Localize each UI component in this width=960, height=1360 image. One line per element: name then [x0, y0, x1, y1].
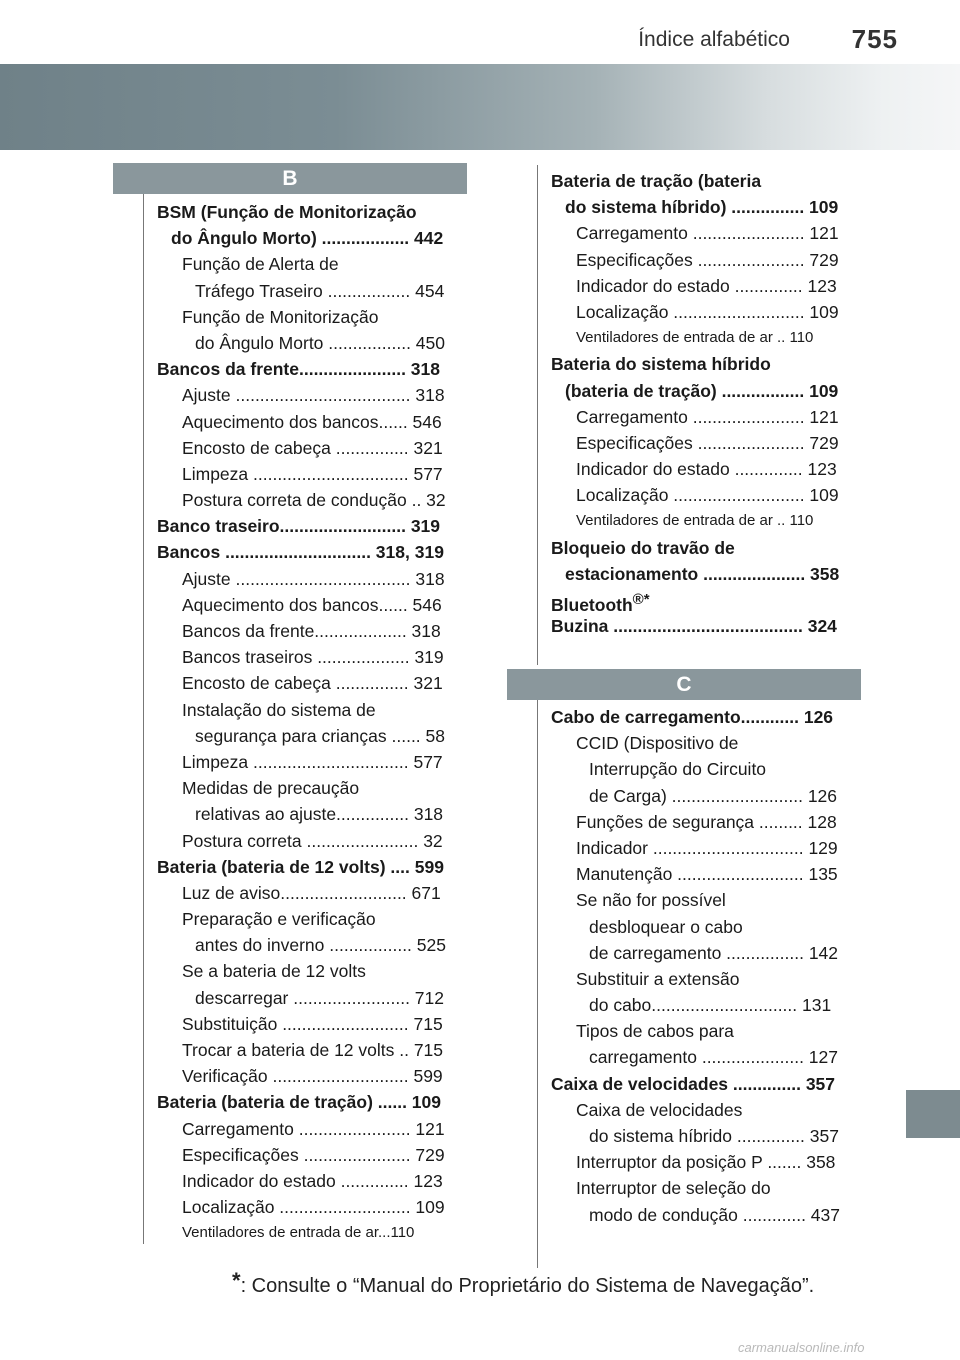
- index-subentry: Função de Monitorização: [182, 306, 379, 327]
- index-subentry: Instalação do sistema de: [182, 699, 376, 720]
- index-subentry: Caixa de velocidades: [576, 1099, 743, 1120]
- index-subentry: Localização ........................... 109: [576, 301, 839, 322]
- index-subentry: Verificação ............................ 599: [182, 1066, 443, 1087]
- index-entry: estacionamento ..................... 358: [565, 563, 840, 584]
- index-entry: Bateria (bateria de 12 volts) .... 599: [157, 856, 444, 877]
- index-subentry: Preparação e verificação: [182, 909, 376, 930]
- index-subentry: Especificações ...................... 729: [576, 249, 839, 270]
- index-subentry: Interruptor de seleção do: [576, 1178, 771, 1199]
- header-banner: [0, 64, 960, 150]
- index-subentry: Localização ........................... 109: [576, 485, 839, 506]
- index-subentry: Interruptor da posição P ....... 358: [576, 1152, 836, 1173]
- index-subentry: do sistema híbrido .............. 357: [589, 1126, 839, 1146]
- column-divider-left: [143, 194, 144, 1244]
- header-title: Índice alfabético: [638, 28, 790, 51]
- index-subentry: Ventiladores de entrada de ar .. 110: [576, 512, 814, 530]
- index-subentry: do cabo.............................. 131: [589, 995, 832, 1016]
- index-entry: do Ângulo Morto) .................. 442: [171, 228, 444, 249]
- index-subentry: Indicador do estado .............. 123: [182, 1170, 443, 1191]
- index-subentry: Funções de segurança ......... 128: [576, 811, 837, 832]
- index-entry: Bateria do sistema híbrido: [551, 354, 771, 375]
- index-entry: do sistema híbrido) ............... 109: [565, 197, 839, 218]
- index-entry: (bateria de tração) ................. 109: [565, 380, 839, 401]
- page-header: [0, 0, 960, 64]
- footnote: [232, 1268, 814, 1298]
- index-subentry: Aquecimento dos bancos...... 546: [182, 411, 442, 432]
- index-subentry: modo de condução ............. 437: [589, 1204, 840, 1225]
- registered-mark: ®*: [632, 591, 650, 608]
- column-divider-middle-top: [537, 165, 538, 665]
- index-entry: Bateria (bateria de tração) ...... 109: [157, 1092, 442, 1113]
- index-subentry: Se não for possível: [576, 890, 726, 911]
- index-subentry: do Ângulo Morto ................. 450: [195, 332, 445, 353]
- section-header-c: C: [507, 669, 861, 700]
- index-column-right-top: [551, 168, 861, 639]
- footnote-mark: *: [232, 1268, 241, 1293]
- index-subentry: Ventiladores de entrada de ar .. 110: [576, 329, 814, 347]
- index-subentry: Especificações ...................... 729: [182, 1144, 445, 1165]
- index-subentry: relativas ao ajuste............... 318: [195, 804, 444, 825]
- index-subentry: Função de Alerta de: [182, 254, 339, 275]
- index-subentry: descarregar ........................ 712: [195, 987, 444, 1008]
- index-subentry: Ventiladores de entrada de ar...110: [182, 1224, 415, 1242]
- index-subentry: Encosto de cabeça ............... 321: [182, 437, 443, 458]
- index-subentry: carregamento ..................... 127: [589, 1047, 838, 1068]
- index-subentry: Tipos de cabos para: [576, 1021, 734, 1042]
- index-subentry: Limpeza ................................ 577: [182, 463, 443, 484]
- index-subentry: Carregamento ....................... 121: [576, 223, 839, 244]
- index-subentry: de carregamento ................ 142: [589, 942, 839, 963]
- index-subentry: Indicador ............................... 129: [576, 837, 838, 858]
- index-subentry: Localização ........................... 109: [182, 1197, 445, 1218]
- index-entry: BSM (Função de Monitorização: [157, 202, 417, 222]
- index-subentry: Carregamento ....................... 121: [576, 406, 839, 427]
- index-column-left: [157, 199, 467, 1247]
- index-subentry: Interrupção do Circuito: [589, 759, 767, 780]
- index-subentry: Medidas de precaução: [182, 778, 360, 799]
- index-subentry: segurança para crianças ...... 58: [195, 725, 445, 746]
- index-subentry: Se a bateria de 12 volts: [182, 961, 366, 982]
- index-subentry: Substituir a extensão: [576, 968, 740, 989]
- index-entry: Buzina ....................................... 324: [551, 616, 837, 637]
- index-subentry: Postura correta ....................... 32: [182, 830, 443, 851]
- index-subentry: Carregamento ....................... 121: [182, 1118, 445, 1139]
- index-subentry: Encosto de cabeça ............... 321: [182, 673, 443, 694]
- index-subentry: desbloquear o cabo: [589, 916, 743, 937]
- index-entry: Bancos da frente...................... 318: [157, 359, 441, 380]
- index-subentry: antes do inverno ................. 525: [195, 935, 446, 956]
- column-divider-middle-bottom: [537, 700, 538, 1268]
- watermark: carmanualsonline.info: [738, 1340, 865, 1355]
- index-subentry: CCID (Dispositivo de: [576, 733, 739, 754]
- index-entry: Banco traseiro.......................... 319: [157, 516, 441, 537]
- index-entry: Bluetooth®*: [551, 591, 650, 615]
- index-subentry: Bancos da frente................... 318: [182, 621, 441, 641]
- index-subentry: Substituição .......................... 715: [182, 1013, 443, 1034]
- section-header-b: B: [113, 163, 467, 194]
- index-subentry: Especificações ...................... 729: [576, 432, 839, 453]
- index-entry: Caixa de velocidades .............. 357: [551, 1073, 836, 1094]
- index-subentry: Luz de aviso.......................... 671: [182, 882, 441, 903]
- index-subentry: Ajuste .................................... 318: [182, 385, 445, 406]
- index-subentry: Aquecimento dos bancos...... 546: [182, 594, 442, 615]
- index-entry: Bateria de tração (bateria: [551, 171, 762, 191]
- index-subentry: Postura correta de condução .. 32: [182, 490, 446, 511]
- chapter-tab: [906, 1090, 960, 1138]
- index-subentry: Tráfego Traseiro ................. 454: [195, 280, 445, 301]
- index-subentry: Limpeza ................................ 577: [182, 751, 443, 772]
- index-subentry: Ajuste .................................... 318: [182, 568, 445, 589]
- index-entry: Bancos .............................. 318, 319: [157, 542, 444, 563]
- footnote-text: : Consulte o “Manual do Proprietário do Sistema de Navegação”.: [240, 1275, 815, 1297]
- index-column-right-bottom: [551, 704, 861, 1228]
- index-subentry: de Carga) ........................... 126: [589, 785, 838, 806]
- index-subentry: Bancos traseiros ................... 319: [182, 647, 444, 668]
- page-number: 755: [851, 24, 898, 54]
- index-subentry: Indicador do estado .............. 123: [576, 275, 837, 296]
- index-subentry: Trocar a bateria de 12 volts .. 715: [182, 1040, 444, 1060]
- index-subentry: Manutenção .......................... 135: [576, 864, 838, 885]
- index-entry: Cabo de carregamento............ 126: [551, 707, 834, 727]
- index-entry: Bloqueio do travão de: [551, 537, 735, 558]
- index-subentry: Indicador do estado .............. 123: [576, 459, 837, 480]
